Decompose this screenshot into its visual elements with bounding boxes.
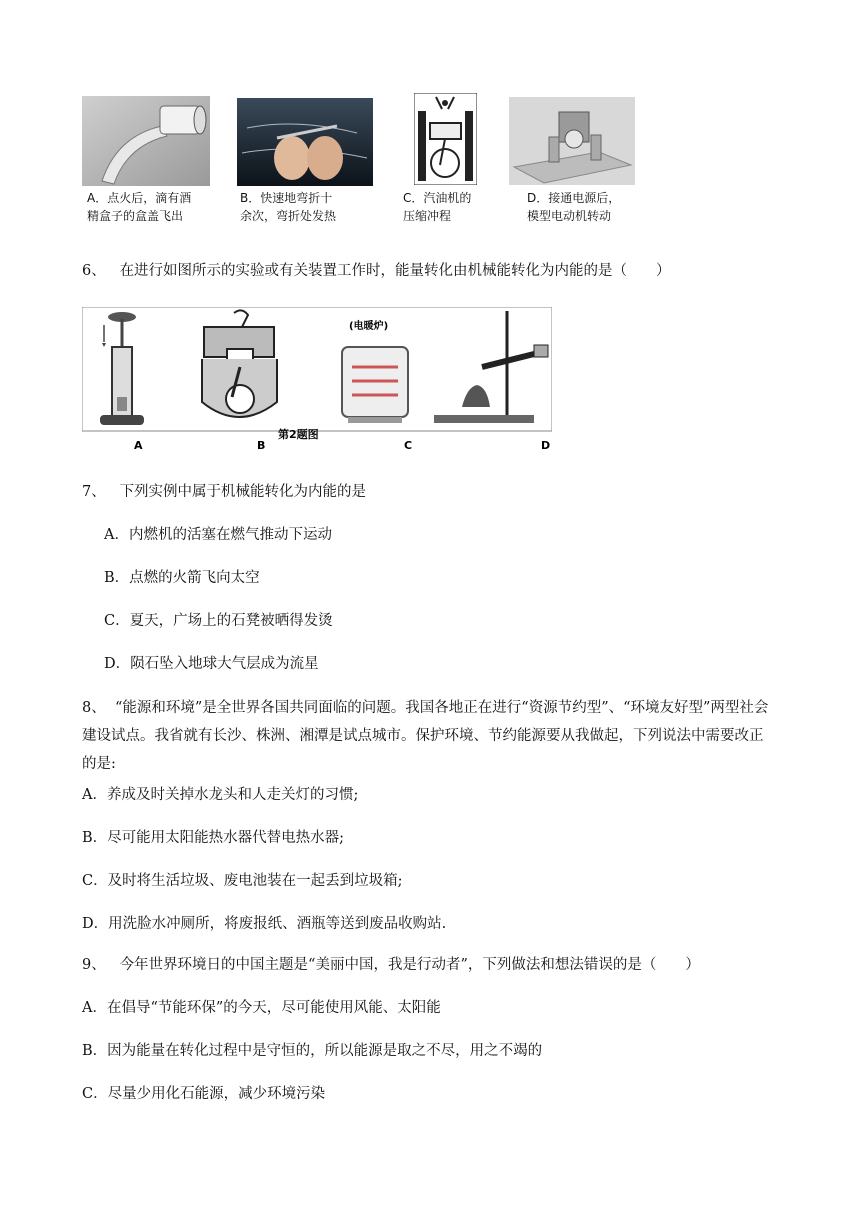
question-text: 下列实例中属于机械能转化为内能的是 — [119, 484, 367, 500]
caption-c-line2: 压缩冲程 — [403, 209, 452, 223]
question-number: 6、 — [82, 263, 106, 279]
image-option-a — [82, 96, 210, 186]
image-option-c — [414, 93, 477, 185]
heater-label: (电暖炉) — [349, 321, 389, 332]
image-option-b — [237, 98, 373, 186]
q9-option-c: C．尽量少用化石能源，减少环境污染 — [82, 1086, 326, 1102]
question-6 — [82, 261, 671, 281]
q7-option-c: C．夏天，广场上的石凳被晒得发烫 — [104, 613, 333, 629]
question-text: 今年世界环境日的中国主题是“美丽中国，我是行动者”，下列做法和想法错误的是（ ） — [119, 957, 700, 973]
question-9 — [82, 955, 700, 975]
q6-label-c: C — [404, 439, 413, 452]
q8-option-b: B．尽可能用太阳能热水器代替电热水器; — [82, 830, 345, 846]
q7-option-b: B．点燃的火箭飞向太空 — [104, 570, 260, 586]
caption-b-line2: 余次，弯折处发热 — [240, 209, 337, 223]
question-number: 8、 — [82, 700, 106, 716]
caption-d-line1: D．接通电源后， — [527, 191, 621, 205]
q7-option-d: D．陨石坠入地球大气层成为流星 — [104, 656, 319, 672]
q9-option-b: B．因为能量在转化过程中是守恒的，所以能源是取之不尽，用之不竭的 — [82, 1043, 543, 1059]
question-text: “能源和环境”是全世界各国共同面临的问题。我国各地正在进行“资源节约型”、“环境友好型”两型社会建设试点。我省就有长沙、株洲、湘潭是试点城市。保护环境、节约能源要从我做起，下列说法中需要改正的是: — [82, 700, 769, 772]
caption-c-line1: C．汽油机的 — [403, 191, 472, 205]
q6-label-a: A — [134, 439, 143, 452]
question-text: 在进行如图所示的实验或有关装置工作时，能量转化由机械能转化为内能的是（ ） — [119, 263, 671, 279]
q6-label-d: D — [541, 439, 551, 452]
q8-option-a: A．养成及时关掉水龙头和人走关灯的习惯; — [82, 787, 359, 803]
question-number: 7、 — [82, 484, 106, 500]
question-8 — [82, 694, 772, 778]
question-7 — [82, 482, 366, 502]
caption-a-line2: 精盒子的盒盖飞出 — [87, 209, 184, 223]
q8-option-c: C．及时将生活垃圾、废电池装在一起丢到垃圾箱; — [82, 873, 403, 889]
question-number: 9、 — [82, 957, 106, 973]
q6-figure-caption: 第2题图 — [278, 428, 319, 441]
q8-option-d: D．用洗脸水冲厕所，将废报纸、酒瓶等送到废品收购站. — [82, 916, 447, 932]
caption-b-line1: B．快速地弯折十 — [240, 191, 333, 205]
caption-a-line1: A．点火后，滴有酒 — [87, 191, 192, 205]
image-option-d — [509, 97, 635, 185]
q7-option-a: A．内燃机的活塞在燃气推动下运动 — [104, 527, 332, 543]
q6-figure — [82, 307, 552, 454]
q9-option-a: A．在倡导“节能环保”的今天，尽可能使用风能、太阳能 — [82, 1000, 441, 1016]
caption-d-line2: 模型电动机转动 — [527, 209, 612, 223]
q6-label-b: B — [257, 439, 266, 452]
